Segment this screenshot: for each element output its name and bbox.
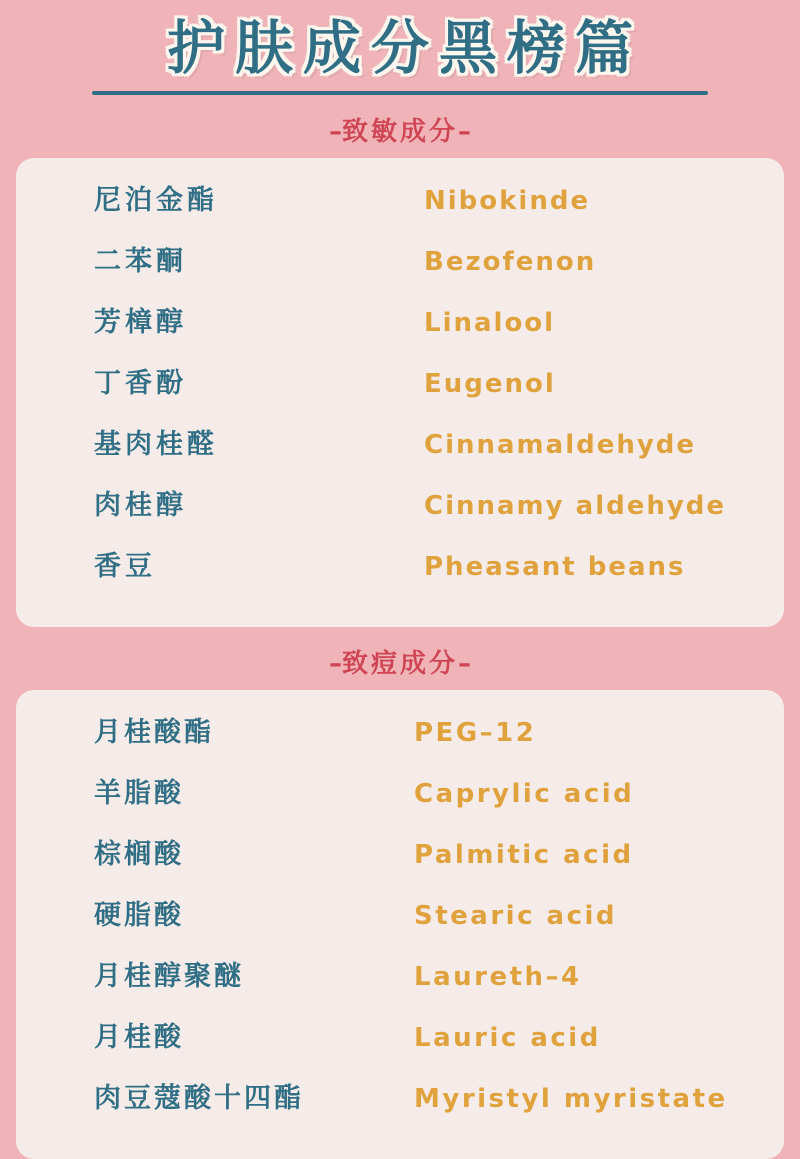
ingredient-en: Linalool [424,307,556,338]
list-item [16,300,784,361]
ingredient-en: Lauric acid [414,1022,601,1053]
ingredient-cn: 棕榈酸 [94,838,184,870]
section-heading-allergen [0,111,800,148]
page-title: 护肤成分黑榜篇 [166,14,643,82]
heading-dash-right: – [458,116,471,147]
ingredient-cn: 尼泊金酯 [94,184,218,216]
list-item [16,178,784,239]
ingredient-en: Eugenol [424,368,556,399]
ingredient-en: Caprylic acid [414,778,635,809]
list-item [16,954,784,1015]
list-item [16,771,784,832]
ingredient-cn: 肉豆蔻酸十四酯 [94,1082,304,1114]
ingredient-en: PEG–12 [414,717,537,748]
title-underline [92,91,708,95]
title-block [0,0,800,95]
ingredient-en: Palmitic acid [414,839,634,870]
list-item [16,544,784,605]
list-item [16,1076,784,1137]
list-item [16,893,784,954]
ingredient-cn: 二苯酮 [94,245,187,277]
heading-text: 致痘成分 [341,648,458,679]
ingredient-cn: 硬脂酸 [94,899,184,931]
heading-dash-left: – [328,116,342,147]
ingredient-en: Cinnamaldehyde [424,429,697,460]
ingredient-en: Cinnamy aldehyde [424,490,727,521]
ingredient-cn: 羊脂酸 [94,777,184,809]
ingredient-cn: 丁香酚 [94,367,187,399]
card-allergen-ingredients [16,158,784,627]
ingredient-cn: 芳樟醇 [94,306,187,338]
ingredient-en: Pheasant beans [424,551,686,582]
ingredient-en: Myristyl myristate [414,1083,728,1114]
heading-dash-left: – [328,648,342,679]
list-item [16,483,784,544]
ingredient-cn: 香豆 [94,550,156,582]
list-item [16,1015,784,1076]
heading-text: 致敏成分 [341,116,458,147]
ingredient-en: Laureth–4 [414,961,582,992]
list-item [16,832,784,893]
ingredient-cn: 月桂酸 [94,1021,184,1053]
ingredient-cn: 肉桂醇 [94,489,187,521]
ingredient-en: Stearic acid [414,900,618,931]
ingredient-cn: 基肉桂醛 [94,428,218,460]
heading-dash-right: – [458,648,471,679]
list-item [16,239,784,300]
ingredient-cn: 月桂酸酯 [94,716,214,748]
ingredient-en: Nibokinde [424,185,591,216]
list-item [16,422,784,483]
ingredient-cn: 月桂醇聚醚 [94,960,244,992]
section-heading-acne [0,643,800,680]
card-acne-ingredients [16,690,784,1159]
list-item [16,361,784,422]
ingredient-en: Bezofenon [424,246,597,277]
list-item [16,710,784,771]
